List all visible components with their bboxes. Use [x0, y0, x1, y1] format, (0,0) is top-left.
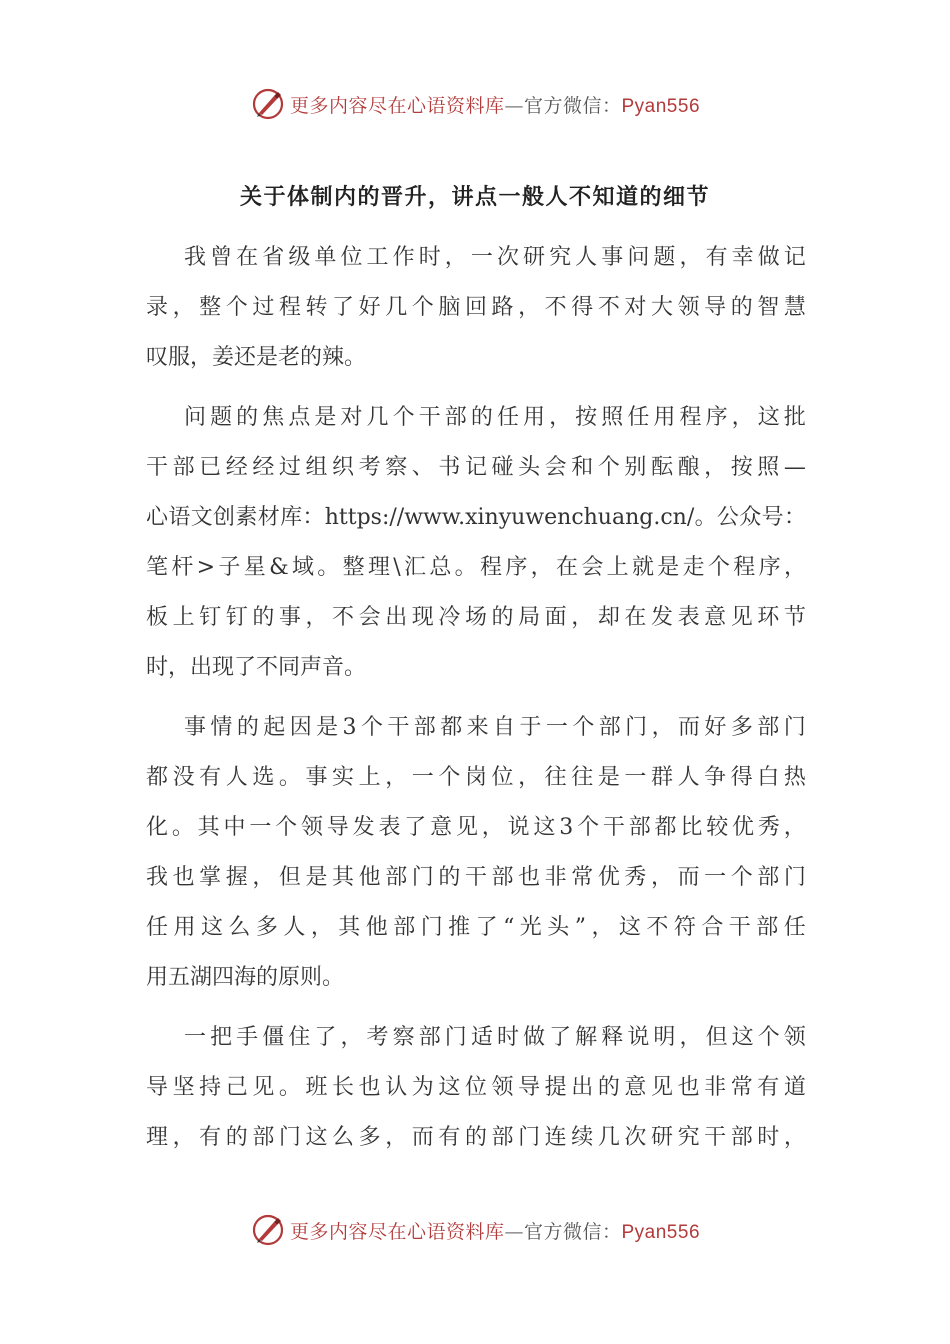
text-line: 问 题 的 焦 点 是 对 几 个 干 部 的 任 用 ， 按 照 任 用 程 序 ， 这 批 — [184, 405, 806, 430]
footer-banner-dash: — — [504, 1220, 524, 1243]
header-watermark-text — [290, 91, 700, 118]
footer-watermark-banner — [0, 1210, 950, 1250]
text-line: 叹服，姜还是老的辣。 — [146, 345, 367, 370]
text-line: 理 ， 有 的 部 门 这 么 多 ， 而 有 的 部 门 连 续 几 次 研 究 干 部 时 ， — [146, 1125, 806, 1150]
text-line: 化 。 其 中 一 个 领 导 发 表 了 意 见 ， 说 这 3 个 干 部 都 比 较 优 秀 ， — [146, 815, 806, 840]
text-line: 录 ， 整 个 过 程 转 了 好 几 个 脑 回 路 ， 不 得 不 对 大 领 导 的 智 慧 — [146, 295, 806, 320]
paragraph-4 — [146, 1013, 806, 1163]
text-line: 用五湖四海的原则。 — [146, 965, 345, 990]
text-line: 干 部 已 经 经 过 组 织 考 察 、 书 记 碰 头 会 和 个 别 酝 酿 ， 按 照 — — [146, 455, 806, 480]
text-line: 任 用 这 么 多 人 ， 其 他 部 门 推 了 “ 光 头 ” ， 这 不 符 合 干 部 任 — [146, 915, 806, 940]
header-banner-main: 更多内容尽在心语资料库 — [289, 94, 505, 117]
footer-banner-wechat-id: Pyan556 — [621, 1221, 701, 1243]
header-banner-wechat-id: Pyan556 — [621, 95, 701, 117]
text-line: 导 坚 持 己 见 。 班 长 也 认 为 这 位 领 导 提 出 的 意 见 也 非 常 有 道 — [146, 1075, 806, 1100]
header-banner-dash: — — [504, 94, 524, 117]
pen-logo-icon — [250, 86, 286, 122]
footer-banner-main: 更多内容尽在心语资料库 — [289, 1220, 505, 1243]
pen-logo-icon — [250, 1212, 286, 1248]
footer-banner-wechat-label: 官方微信： — [523, 1220, 622, 1243]
text-line: 我 曾 在 省 级 单 位 工 作 时 ， 一 次 研 究 人 事 问 题 ， 有 幸 做 记 — [184, 245, 806, 270]
text-line: 一 把 手 僵 住 了 ， 考 察 部 门 适 时 做 了 解 释 说 明 ， 但 这 个 领 — [184, 1025, 806, 1050]
paragraph-2 — [146, 393, 806, 693]
text-line: 都 没 有 人 选 。 事 实 上 ， 一 个 岗 位 ， 往 往 是 一 群 人 争 得 白 热 — [146, 765, 806, 790]
text-line: 板 上 钉 钉 的 事 ， 不 会 出 现 冷 场 的 局 面 ， 却 在 发 表 意 见 环 节 — [146, 605, 806, 630]
text-line: 笔 杆 > 子 星 & 域 。 整 理 \ 汇 总 。 程 序 ， 在 会 上 就 是 走 个 程 序 ， — [146, 555, 806, 580]
footer-watermark-text — [290, 1217, 700, 1244]
header-watermark-banner — [0, 84, 950, 124]
text-line: 我 也 掌 握 ， 但 是 其 他 部 门 的 干 部 也 非 常 优 秀 ， 而 一 个 部 门 — [146, 865, 806, 890]
document-title: 关于体制内的晋升，讲点一般人不知道的细节 — [239, 184, 710, 210]
paragraph-1 — [146, 233, 806, 383]
header-banner-wechat-label: 官方微信： — [523, 94, 622, 117]
text-line: 心 语 文 创 素 材 库 ： https://www.xinyuwenchuang.cn/ 。 公 众 号 ： — [146, 505, 806, 530]
paragraph-3 — [146, 703, 806, 1003]
document-body — [146, 233, 806, 1163]
text-line: 时，出现了不同声音。 — [146, 655, 367, 680]
text-line: 事 情 的 起 因 是 3 个 干 部 都 来 自 于 一 个 部 门 ， 而 好 多 部 门 — [184, 715, 806, 740]
